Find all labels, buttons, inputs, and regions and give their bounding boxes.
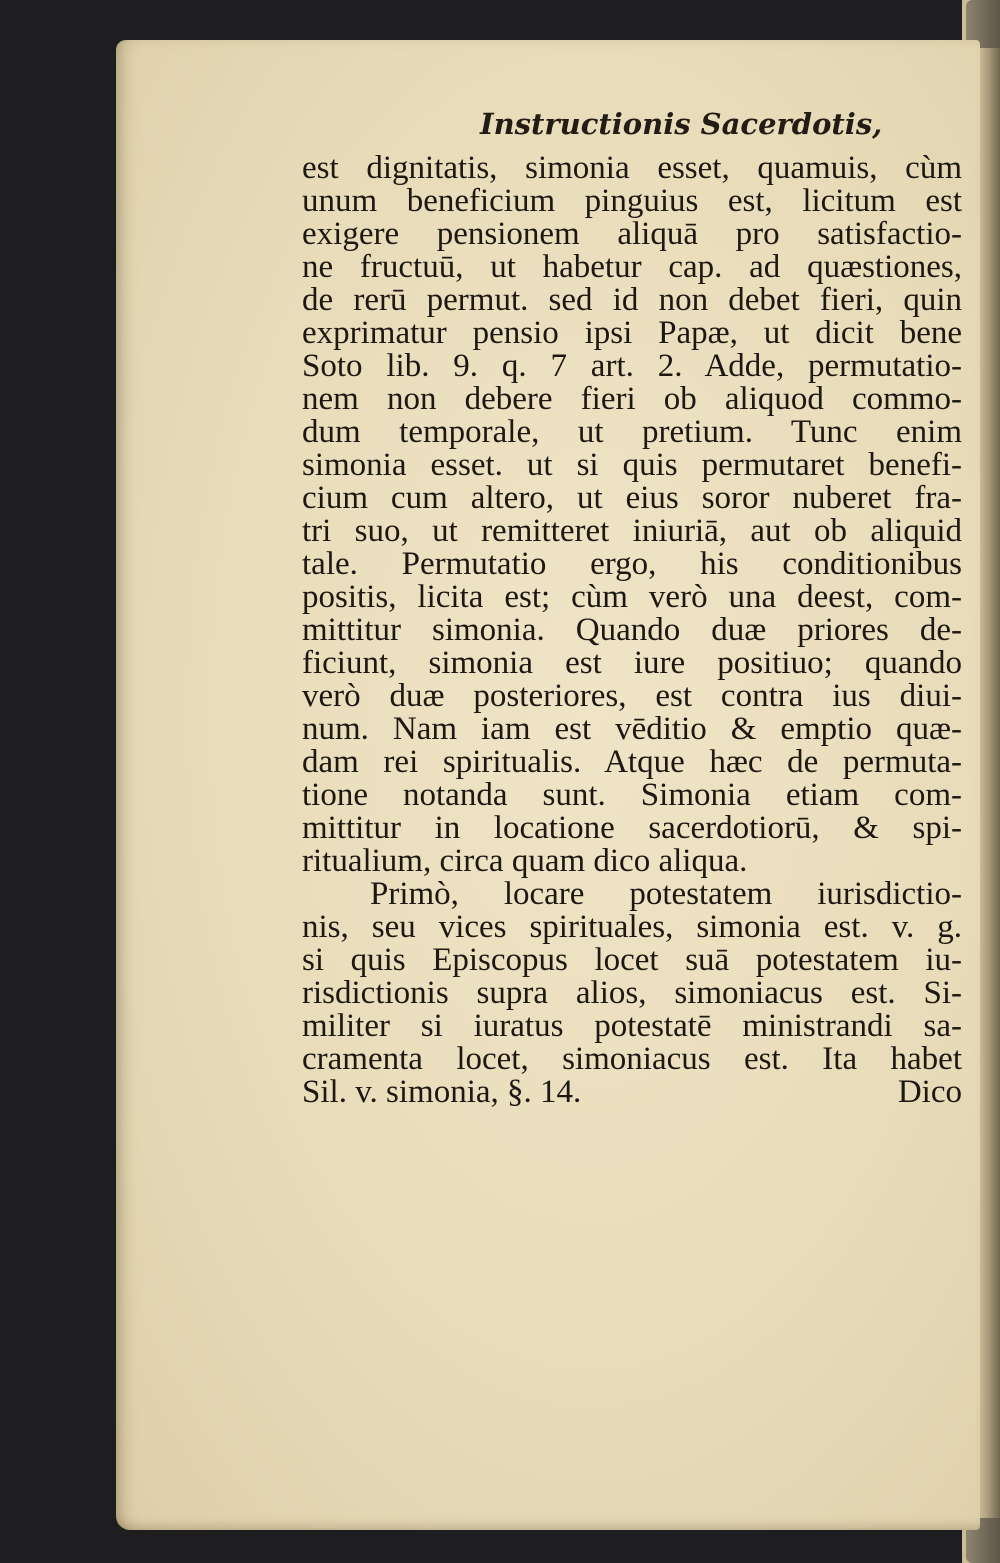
paragraph-first-line: Primò, locare potestatem iurisdictio- — [370, 876, 962, 912]
text-line: positis, licita est; cùm verò una deest, com- — [302, 579, 962, 615]
text-line: ritualium, circa quam dico aliqua. — [302, 843, 748, 879]
text-line: de rerū permut. sed id non debet fieri, quin — [302, 282, 962, 318]
last-text-line — [302, 1076, 962, 1109]
text-line: dam rei spiritualis. Atque hæc de permuta- — [302, 744, 962, 780]
text-line: unum beneficium pinguius est, licitum est — [302, 183, 962, 219]
text-line: tri suo, ut remitteret iniuriā, aut ob aliquid — [302, 513, 962, 549]
text-line: exigere pensionem aliquā pro satisfactio- — [302, 216, 962, 252]
text-line: militer si iuratus potestatē ministrandi sa- — [302, 1008, 962, 1044]
text-line: num. Nam iam est vēditio & emptio quæ- — [302, 711, 962, 747]
text-line: tione notanda sunt. Simonia etiam com- — [302, 777, 962, 813]
last-line-text: Sil. v. simonia, §. 14. — [302, 1074, 582, 1110]
text-line: risdictionis supra alios, simoniacus est. Si- — [302, 975, 962, 1011]
text-line: tale. Permutatio ergo, his conditionibus — [302, 546, 962, 582]
text-line: dum temporale, ut pretium. Tunc enim — [302, 414, 962, 450]
text-line: verò duæ posteriores, est contra ius diui- — [302, 678, 962, 714]
text-line: nem non debere fieri ob aliquod commo- — [302, 381, 962, 417]
catchword: Dico — [897, 1074, 962, 1110]
text-line: si quis Episcopus locet suā potestatem iu- — [302, 942, 962, 978]
text-line: est dignitatis, simonia esset, quamuis, cùm — [302, 150, 962, 186]
text-line: cramenta locet, simoniacus est. Ita habet — [302, 1041, 962, 1077]
text-line: mittitur in locatione sacerdotiorū, & spi- — [302, 810, 962, 846]
running-head: Instructionis Sacerdotis, — [480, 107, 883, 141]
text-line: simonia esset. ut si quis permutaret benefi- — [302, 447, 962, 483]
text-line: cium cum altero, ut eius soror nuberet fra- — [302, 480, 962, 516]
text-line: nis, seu vices spirituales, simonia est. v. g. — [302, 909, 962, 945]
text-line: ne fructuū, ut habetur cap. ad quæstiones, — [302, 249, 962, 285]
text-line: mittitur simonia. Quando duæ priores de- — [302, 612, 962, 648]
text-block — [302, 152, 962, 1109]
text-line: ficiunt, simonia est iure positiuo; quando — [302, 645, 962, 681]
text-line: Soto lib. 9. q. 7 art. 2. Adde, permutatio- — [302, 348, 962, 384]
text-line: exprimatur pensio ipsi Papæ, ut dicit bene — [302, 315, 962, 351]
